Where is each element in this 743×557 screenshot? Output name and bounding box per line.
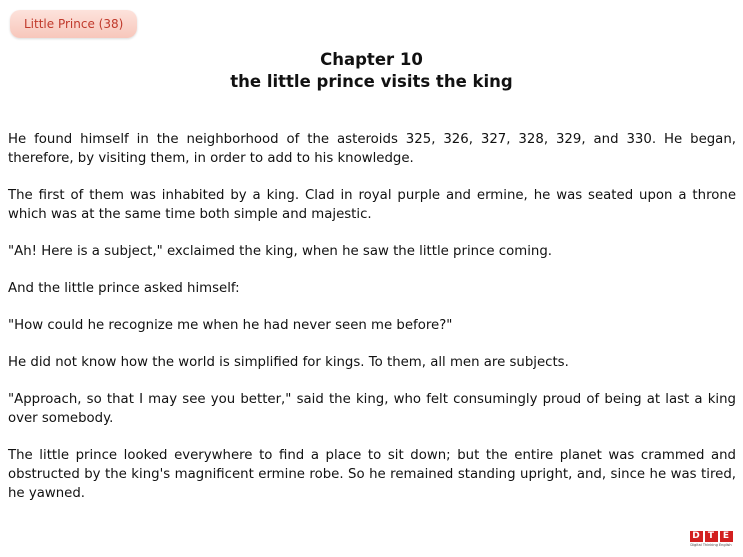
logo-subtitle: Digital Thinking English xyxy=(690,543,732,547)
paragraph: The little prince looked everywhere to find a place to sit down; but the entire planet was crammed and obstructed by the king's magnificent ermine robe. So he remained standing upright, and, since he was tired, he yawned. xyxy=(8,448,736,501)
logo-letters xyxy=(690,531,733,542)
paragraph: He found himself in the neighborhood of the asteroids 325, 326, 327, 328, 329, and 330. He began, therefore, by visiting them, in order to add to his knowledge. xyxy=(8,132,736,166)
chapter-number: Chapter 10 xyxy=(320,50,423,69)
logo-letter: T xyxy=(705,531,718,542)
paragraph: And the little prince asked himself: xyxy=(8,281,240,296)
lesson-tag xyxy=(10,10,137,38)
paragraph: "Approach, so that I may see you better," said the king, who felt consumingly proud of being at last a king over somebody. xyxy=(8,392,736,426)
paragraph: "Ah! Here is a subject," exclaimed the king, when he saw the little prince coming. xyxy=(8,244,552,259)
paragraph: "How could he recognize me when he had never seen me before?" xyxy=(8,318,453,333)
lesson-tag-label: Little Prince (38) xyxy=(24,17,124,31)
paragraph: He did not know how the world is simplified for kings. To them, all men are subjects. xyxy=(8,355,569,370)
dte-logo xyxy=(689,531,733,547)
chapter-title: the little prince visits the king xyxy=(230,72,513,91)
logo-letter: E xyxy=(720,531,733,542)
chapter-heading xyxy=(0,49,743,93)
paragraph: The first of them was inhabited by a king. Clad in royal purple and ermine, he was seated upon a throne which was at the same time both simple and majestic. xyxy=(8,188,736,222)
logo-letter: D xyxy=(690,531,703,542)
story-text xyxy=(8,130,736,521)
